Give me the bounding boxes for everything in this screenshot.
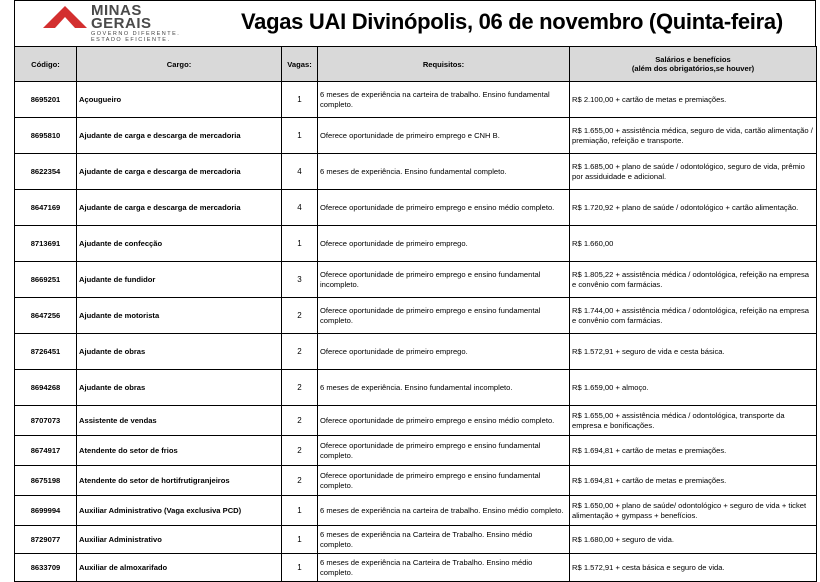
- header-banner: [14, 0, 816, 46]
- logo-tag-line2: ESTADO EFICIENTE.: [91, 37, 171, 43]
- job-salary: R$ 1.694,81 + cartão de metas e premiações.: [570, 436, 817, 466]
- table-row: [15, 436, 817, 466]
- job-openings: 2: [282, 436, 318, 466]
- table-row: [15, 406, 817, 436]
- table-row: [15, 226, 817, 262]
- logo-name: [91, 4, 152, 30]
- job-requirements: Oferece oportunidade de primeiro emprego e ensino fundamental incompleto.: [318, 262, 570, 298]
- job-salary: R$ 2.100,00 + cartão de metas e premiações.: [570, 82, 817, 118]
- job-salary: R$ 1.685,00 + plano de saúde / odontológico, seguro de vida, prêmio por assiduidade e adicional.: [570, 154, 817, 190]
- job-title: Auxiliar Administrativo: [77, 526, 282, 554]
- job-title: Açougueiro: [77, 82, 282, 118]
- job-title: Atendente do setor de frios: [77, 436, 282, 466]
- job-salary: R$ 1.650,00 + plano de saúde/ odontológico + seguro de vida + ticket alimentação + gympass + benefícios.: [570, 496, 817, 526]
- job-code: 8699994: [15, 496, 77, 526]
- job-requirements: 6 meses de experiência na Carteira de Trabalho. Ensino médio completo.: [318, 526, 570, 554]
- job-salary: R$ 1.660,00: [570, 226, 817, 262]
- header-codigo: Código:: [15, 47, 77, 82]
- job-code: 8729077: [15, 526, 77, 554]
- job-openings: 1: [282, 118, 318, 154]
- job-openings: 4: [282, 154, 318, 190]
- job-title: Atendente do setor de hortifrutigranjeiros: [77, 466, 282, 496]
- logo-mark-icon: [43, 6, 87, 28]
- job-salary: R$ 1.805,22 + assistência médica / odontológica, refeição na empresa e convênio com farmácias.: [570, 262, 817, 298]
- header-salarios-line2: (além dos obrigatórios,se houver): [631, 64, 755, 73]
- job-code: 8647256: [15, 298, 77, 334]
- header-salarios-line1: Salários e benefícios: [655, 55, 731, 64]
- job-title: Assistente de vendas: [77, 406, 282, 436]
- job-code: 8622354: [15, 154, 77, 190]
- job-openings: 4: [282, 190, 318, 226]
- job-openings: 1: [282, 82, 318, 118]
- table-row: [15, 118, 817, 154]
- job-salary: R$ 1.744,00 + assistência médica / odontológica, refeição na empresa e convênio com farmácias.: [570, 298, 817, 334]
- job-title: Ajudante de fundidor: [77, 262, 282, 298]
- job-requirements: 6 meses de experiência. Ensino fundamental incompleto.: [318, 370, 570, 406]
- job-code: 8694268: [15, 370, 77, 406]
- table-row: [15, 554, 817, 582]
- table-row: [15, 82, 817, 118]
- job-salary: R$ 1.655,00 + assistência médica, seguro de vida, cartão alimentação / premiação, refeição e transporte.: [570, 118, 817, 154]
- job-salary: R$ 1.655,00 + assistência médica / odontológica, transporte da empresa e bonificações.: [570, 406, 817, 436]
- job-title: Ajudante de obras: [77, 370, 282, 406]
- job-salary: R$ 1.572,91 + seguro de vida e cesta básica.: [570, 334, 817, 370]
- job-openings: 2: [282, 466, 318, 496]
- logo-tagline: [91, 31, 180, 43]
- job-code: 8695201: [15, 82, 77, 118]
- job-openings: 2: [282, 370, 318, 406]
- job-salary: R$ 1.680,00 + seguro de vida.: [570, 526, 817, 554]
- jobs-table: [14, 46, 817, 582]
- job-code: 8669251: [15, 262, 77, 298]
- minas-gerais-logo: [43, 4, 193, 42]
- table-row: [15, 154, 817, 190]
- page-title: Vagas UAI Divinópolis, 06 de novembro (Quinta-feira): [241, 9, 783, 34]
- job-title: Ajudante de carga e descarga de mercadoria: [77, 154, 282, 190]
- job-salary: R$ 1.572,91 + cesta básica e seguro de vida.: [570, 554, 817, 582]
- logo-tag-line1: GOVERNO DIFERENTE.: [91, 31, 181, 37]
- job-salary: R$ 1.720,92 + plano de saúde / odontológico + cartão alimentação.: [570, 190, 817, 226]
- job-code: 8713691: [15, 226, 77, 262]
- job-openings: 1: [282, 226, 318, 262]
- header-salarios: [570, 47, 817, 82]
- job-title: Ajudante de motorista: [77, 298, 282, 334]
- job-openings: 1: [282, 554, 318, 582]
- header-vagas: Vagas:: [282, 47, 318, 82]
- job-salary: R$ 1.694,81 + cartão de metas e premiações.: [570, 466, 817, 496]
- logo-name-line1: MINAS: [91, 2, 142, 19]
- job-title: Auxiliar de almoxarifado: [77, 554, 282, 582]
- job-code: 8675198: [15, 466, 77, 496]
- job-requirements: Oferece oportunidade de primeiro emprego e CNH B.: [318, 118, 570, 154]
- job-requirements: 6 meses de experiência na carteira de trabalho. Ensino médio completo.: [318, 496, 570, 526]
- job-code: 8726451: [15, 334, 77, 370]
- job-code: 8647169: [15, 190, 77, 226]
- job-code: 8707073: [15, 406, 77, 436]
- job-requirements: Oferece oportunidade de primeiro emprego e ensino médio completo.: [318, 190, 570, 226]
- table-row: [15, 526, 817, 554]
- job-title: Ajudante de confecção: [77, 226, 282, 262]
- job-requirements: 6 meses de experiência na carteira de trabalho. Ensino fundamental completo.: [318, 82, 570, 118]
- table-row: [15, 190, 817, 226]
- job-requirements: Oferece oportunidade de primeiro emprego e ensino fundamental completo.: [318, 466, 570, 496]
- job-requirements: Oferece oportunidade de primeiro emprego e ensino fundamental completo.: [318, 298, 570, 334]
- job-code: 8695810: [15, 118, 77, 154]
- header-cargo: Cargo:: [77, 47, 282, 82]
- job-requirements: 6 meses de experiência na Carteira de Trabalho. Ensino médio completo.: [318, 554, 570, 582]
- table-row: [15, 334, 817, 370]
- job-openings: 3: [282, 262, 318, 298]
- logo-name-line2: GERAIS: [91, 15, 152, 32]
- job-title: Ajudante de carga e descarga de mercadoria: [77, 190, 282, 226]
- job-requirements: Oferece oportunidade de primeiro emprego e ensino médio completo.: [318, 406, 570, 436]
- job-openings: 2: [282, 406, 318, 436]
- job-openings: 1: [282, 496, 318, 526]
- job-openings: 1: [282, 526, 318, 554]
- job-code: 8674917: [15, 436, 77, 466]
- job-openings: 2: [282, 298, 318, 334]
- job-title: Ajudante de obras: [77, 334, 282, 370]
- table-row: [15, 370, 817, 406]
- job-requirements: 6 meses de experiência. Ensino fundamental completo.: [318, 154, 570, 190]
- job-salary: R$ 1.659,00 + almoço.: [570, 370, 817, 406]
- job-code: 8633709: [15, 554, 77, 582]
- job-openings: 2: [282, 334, 318, 370]
- table-row: [15, 298, 817, 334]
- table-row: [15, 466, 817, 496]
- header-requisitos: Requisitos:: [318, 47, 570, 82]
- job-title: Auxiliar Administrativo (Vaga exclusiva PCD): [77, 496, 282, 526]
- job-title: Ajudante de carga e descarga de mercadoria: [77, 118, 282, 154]
- table-row: [15, 496, 817, 526]
- table-header-row: [15, 47, 817, 82]
- job-requirements: Oferece oportunidade de primeiro emprego.: [318, 226, 570, 262]
- job-requirements: Oferece oportunidade de primeiro emprego.: [318, 334, 570, 370]
- job-requirements: Oferece oportunidade de primeiro emprego e ensino fundamental completo.: [318, 436, 570, 466]
- table-row: [15, 262, 817, 298]
